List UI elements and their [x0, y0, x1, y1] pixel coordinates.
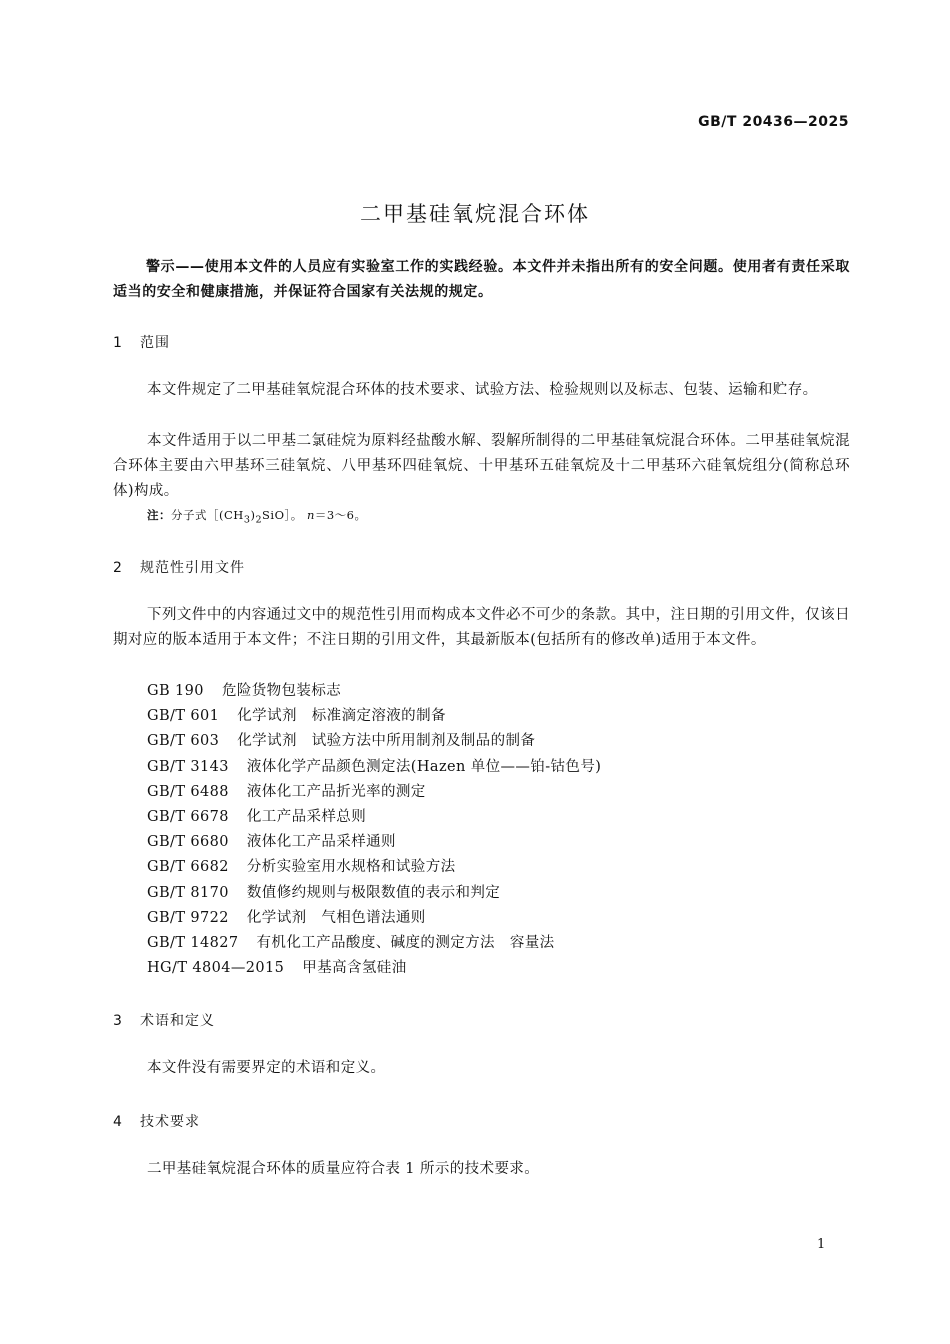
reference-name: 化学试剂 标准滴定溶液的制备: [237, 708, 446, 725]
note-label: 注：: [147, 508, 171, 522]
reference-code: GB/T 14827: [147, 934, 239, 951]
reference-name: 化学试剂 气相色谱法通则: [246, 909, 426, 926]
section-title: 范围: [140, 335, 170, 351]
warning-paragraph: 警示——使用本文件的人员应有实验室工作的实践经验。本文件并未指出所有的安全问题。使用者有责任采取适当的安全和健康措施，并保证符合国家有关法规的规定。: [113, 259, 850, 300]
note-formula-b: ): [250, 508, 256, 522]
reference-code: GB/T 601: [147, 708, 220, 725]
reference-item: [147, 729, 601, 754]
reference-code: GB/T 8170: [147, 884, 229, 901]
note-sub-3: 3: [243, 514, 251, 526]
reference-code: GB/T 6488: [147, 783, 229, 800]
reference-code: GB/T 6680: [147, 834, 229, 851]
reference-item: [147, 881, 601, 906]
reference-name: 危险货物包装标志: [221, 683, 342, 699]
reference-name: 甲基高含氢硅油: [302, 960, 407, 977]
section-number: 4: [113, 1114, 123, 1130]
reference-name: 液体化学产品颜色测定法(Hazen 单位——铂-钴色号): [246, 758, 602, 775]
section-2-heading: [113, 557, 245, 577]
note-sub-2: 2: [255, 514, 263, 526]
note-n-range: ＝3～6。: [314, 508, 367, 522]
reference-name: 液体化工产品采样通则: [246, 834, 396, 851]
reference-item: [147, 805, 601, 830]
reference-item: [147, 906, 601, 931]
reference-name: 液体化工产品折光率的测定: [246, 783, 426, 800]
section-number: 3: [113, 1013, 123, 1029]
reference-code: HG/T 4804—2015: [147, 960, 285, 977]
section-1-paragraph-1: 本文件规定了二甲基硅氧烷混合环体的技术要求、试验方法、检验规则以及标志、包装、运输和贮存。: [147, 382, 818, 398]
reference-code: GB/T 6682: [147, 859, 229, 876]
reference-name: 化工产品采样总则: [246, 808, 367, 825]
section-title: 规范性引用文件: [140, 560, 245, 576]
reference-code: GB 190: [147, 683, 204, 699]
section-title: 技术要求: [140, 1114, 200, 1130]
standard-number: GB/T 20436—2025: [698, 114, 849, 130]
reference-name: 数值修约规则与极限数值的表示和判定: [246, 884, 501, 901]
reference-item: [147, 780, 601, 805]
reference-code: GB/T 603: [147, 733, 220, 750]
formula-note: [147, 507, 367, 525]
note-formula-d: 。: [290, 508, 307, 522]
section-3-heading: [113, 1010, 215, 1030]
reference-name: 分析实验室用水规格和试验方法: [246, 859, 456, 876]
section-2-paragraph-1: 下列文件中的内容通过文中的规范性引用而构成本文件必不可少的条款。其中，注日期的引用文件，仅该日期对应的版本适用于本文件；不注日期的引用文件，其最新版本(包括所有的修改单)适用于本文件。: [113, 607, 850, 648]
reference-code: GB/T 9722: [147, 909, 229, 926]
reference-item: [147, 855, 601, 880]
note-formula-c: SiO］: [262, 508, 291, 522]
reference-name: 化学试剂 试验方法中所用制剂及制品的制备: [237, 733, 536, 750]
page-number: 1: [817, 1237, 826, 1252]
section-1-heading: [113, 332, 170, 352]
reference-item: [147, 956, 601, 981]
section-number: 1: [113, 335, 123, 351]
section-4-paragraph-1: 二甲基硅氧烷混合环体的质量应符合表 1 所示的技术要求。: [147, 1161, 540, 1177]
reference-item: [147, 755, 601, 780]
reference-item: [147, 704, 601, 729]
section-number: 2: [113, 560, 123, 576]
section-3-paragraph-1: 本文件没有需要界定的术语和定义。: [147, 1060, 386, 1076]
reference-code: GB/T 6678: [147, 808, 229, 825]
document-title: 二甲基硅氧烷混合环体: [360, 202, 590, 226]
reference-list: [147, 679, 601, 981]
reference-item: [147, 931, 601, 956]
note-n: n: [306, 508, 315, 522]
note-formula-a: 分子式［(CH: [171, 508, 244, 522]
reference-item: [147, 679, 601, 704]
reference-code: GB/T 3143: [147, 758, 229, 775]
section-1-paragraph-2: 本文件适用于以二甲基二氯硅烷为原料经盐酸水解、裂解所制得的二甲基硅氧烷混合环体。二甲基硅氧烷混合环体主要由六甲基环三硅氧烷、八甲基环四硅氧烷、十甲基环五硅氧烷及十二甲基环六硅氧烷组分(简称总环体)构成。: [113, 433, 850, 499]
section-4-heading: [113, 1111, 200, 1131]
section-title: 术语和定义: [140, 1013, 215, 1029]
reference-name: 有机化工产品酸度、碱度的测定方法 容量法: [256, 934, 555, 951]
reference-item: [147, 830, 601, 855]
